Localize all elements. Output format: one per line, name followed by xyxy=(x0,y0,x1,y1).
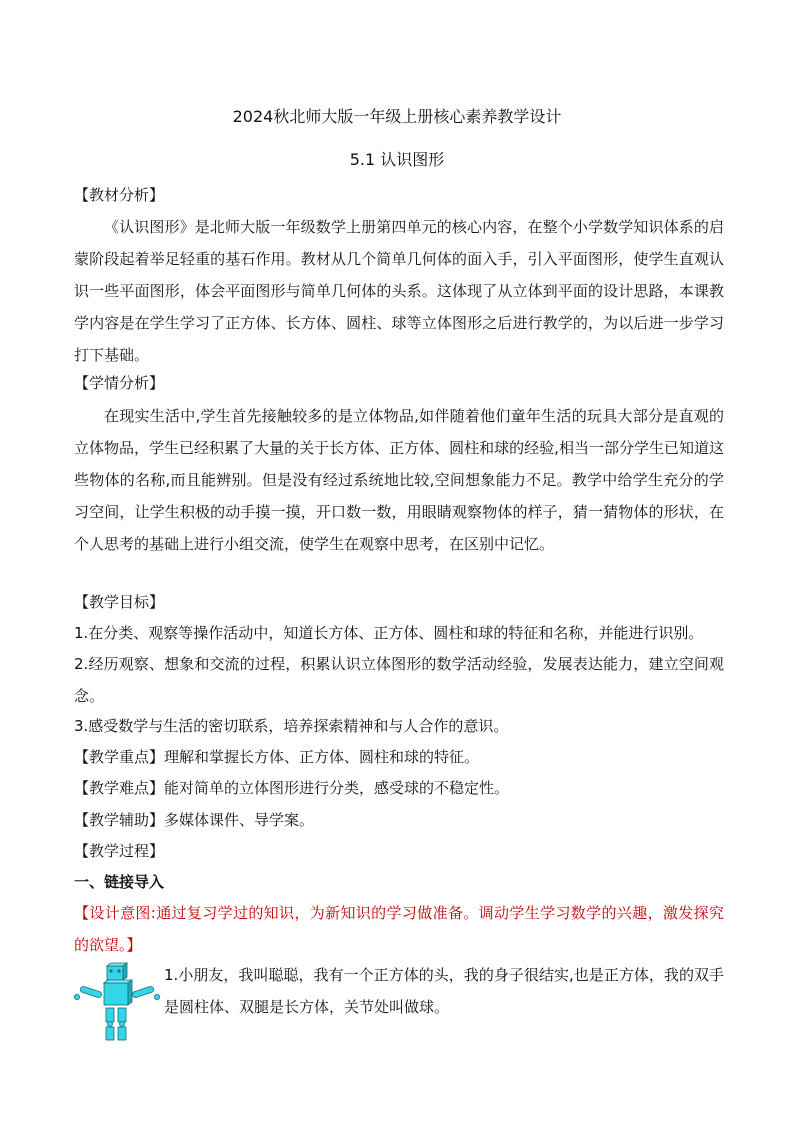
goals-heading: 【教学目标】 xyxy=(74,593,165,611)
robot-right-leg-cuboid xyxy=(118,1008,126,1022)
document-subtitle: 5.1 认识图形 xyxy=(349,150,445,169)
key-point-text: 理解和掌握长方体、正方体、圆柱和球的特征。 xyxy=(164,748,480,766)
goal-item-2: 2.经历观察、想象和交流的过程，积累认识立体图形的数学活动经验，发展表达能力，建立空间观念。 xyxy=(74,655,724,705)
student-analysis-paragraph: 在现实生活中,学生首先接触较多的是立体物品,如伴随着他们童年生活的玩具大部分是直观的立体物品，学生已经积累了大量的关于长方体、正方体、圆柱和球的经验,相当一部分学生已知道这些物体的名称,而且能辨别。但是没有经过系统地比较,空间想象能力不足。教学中给学生充分的学习空间，让学生积极的动手摸一摸，开口数一数，用眼睛观察物体的样子，猜一猜物体的形状，在个人思考的基础上进行小组交流，使学生在观察中思考，在区别中记忆。 xyxy=(74,407,724,553)
robot-illustration xyxy=(74,962,160,1044)
difficulty-line xyxy=(74,777,734,799)
process-heading: 【教学过程】 xyxy=(74,842,165,860)
part1-heading: 一、链接导入 xyxy=(74,873,165,891)
analysis-heading: 【教材分析】 xyxy=(74,186,165,204)
robot-left-arm-cylinder xyxy=(80,986,103,999)
student-analysis-heading: 【学情分析】 xyxy=(74,374,165,392)
key-point-label: 【教学重点】 xyxy=(74,748,165,766)
robot-body-cube xyxy=(104,983,128,1005)
aids-line xyxy=(74,809,734,831)
aids-text: 多媒体课件、导学案。 xyxy=(164,811,315,829)
aids-label: 【教学辅助】 xyxy=(74,811,165,829)
analysis-paragraph: 《认识图形》是北师大版一年级数学上册第四单元的核心内容，在整个小学数学知识体系的启蒙阶段起着举足轻重的基石作用。教材从几个简单几何体的面入手，引入平面图形，使学生直观认识一些平面图形，体会平面图形与简单几何体的头系。这体现了从立体到平面的设计思路，本课教学内容是在学生学习了正方体、长方体、圆柱、球等立体图形之后进行教学的，为以后进一步学习打下基础。 xyxy=(74,218,724,364)
robot-right-arm-cylinder xyxy=(132,986,155,999)
robot-description: 1.小朋友，我叫聪聪，我有一个正方体的头，我的身子很结实,也是正方体，我的双手是圆柱体、双腿是长方体，关节处叫做球。 xyxy=(164,966,724,1016)
key-point-line xyxy=(74,746,734,768)
design-intent-note: 【设计意图:通过复习学过的知识，为新知识的学习做准备。调动学生学习数学的兴趣，激发探究的欲望。】 xyxy=(74,904,724,954)
goal-item-1: 1.在分类、观察等操作活动中，知道长方体、正方体、圆柱和球的特征和名称，并能进行识别。 xyxy=(74,624,704,642)
document-title: 2024秋北师大版一年级上册核心素养教学设计 xyxy=(232,107,562,126)
robot-left-leg-cuboid xyxy=(106,1008,114,1022)
difficulty-text: 能对简单的立体图形进行分类，感受球的不稳定性。 xyxy=(164,779,510,797)
robot-head-cube xyxy=(107,966,123,980)
difficulty-label: 【教学难点】 xyxy=(74,779,165,797)
goal-item-3: 3.感受数学与生活的密切联系，培养探索精神和与人合作的意识。 xyxy=(74,717,509,735)
